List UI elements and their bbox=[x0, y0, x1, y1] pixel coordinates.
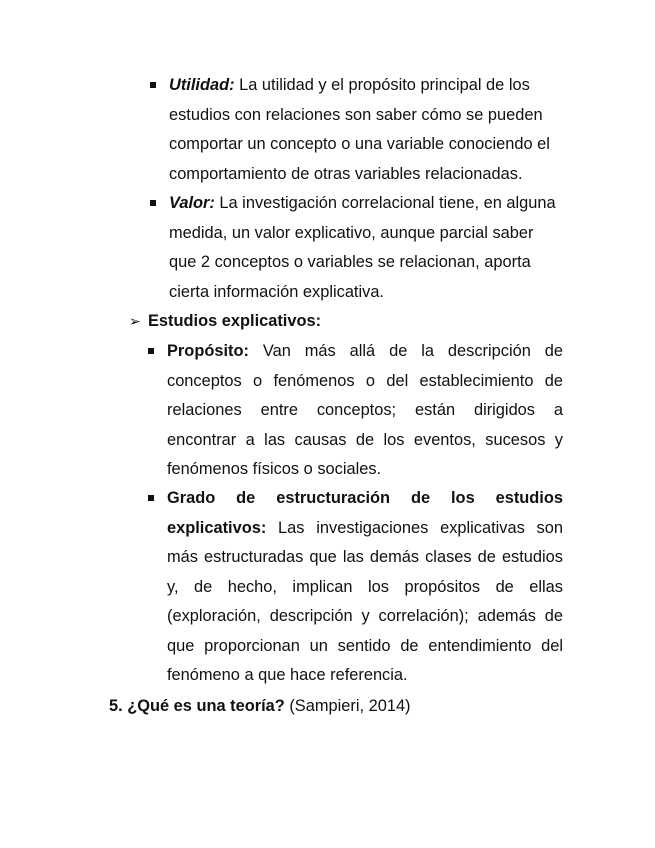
square-bullet-icon bbox=[150, 200, 156, 206]
grado-paragraph bbox=[167, 484, 563, 691]
grado-label: Grado de estructuración de los estudios explicativos: bbox=[167, 489, 563, 537]
square-bullet-icon bbox=[148, 495, 154, 501]
arrow-bullet-icon: ➢ bbox=[129, 314, 141, 330]
proposito-label: Propósito: bbox=[167, 342, 249, 360]
square-bullet-icon bbox=[150, 82, 156, 88]
square-bullet-icon bbox=[148, 348, 154, 354]
valor-item bbox=[169, 189, 561, 307]
proposito-paragraph bbox=[167, 337, 563, 485]
proposito-text: Van más allá de la descripción de conceptos o fenómenos o del establecimiento de relaciones entre conceptos; están dirigidos a encontrar a las causas de los eventos, sucesos y fenómenos físicos o sociales. bbox=[167, 342, 563, 478]
utilidad-text: La utilidad y el propósito principal de los estudios con relaciones son saber cómo se pueden comportar un concepto o una variable conociendo el comportamiento de otras variables relacionadas. bbox=[169, 76, 550, 183]
explicativos-heading: Estudios explicativos: bbox=[148, 312, 322, 330]
grado-item bbox=[167, 484, 563, 691]
valor-paragraph bbox=[169, 189, 561, 307]
utilidad-paragraph bbox=[169, 71, 561, 189]
question-title: 5. ¿Qué es una teoría? bbox=[109, 697, 285, 715]
question-citation: (Sampieri, 2014) bbox=[284, 697, 411, 715]
utilidad-item bbox=[169, 71, 561, 189]
question-heading bbox=[109, 692, 411, 722]
grado-text: Las investigaciones explicativas son más estructuradas que las demás clases de estudios y, de hecho, implican los propósitos de ellas (exploración, descripción y correlación); además de que proporcionan un sentido de entendimiento del fenómeno a que hace referencia. bbox=[167, 518, 563, 684]
proposito-item bbox=[167, 337, 563, 485]
utilidad-label: Utilidad: bbox=[169, 76, 235, 94]
valor-label: Valor: bbox=[169, 194, 215, 212]
valor-text: La investigación correlacional tiene, en alguna medida, un valor explicativo, aunque parcial saber que 2 conceptos o variables se relacionan, aporta cierta información explicativa. bbox=[169, 194, 556, 301]
